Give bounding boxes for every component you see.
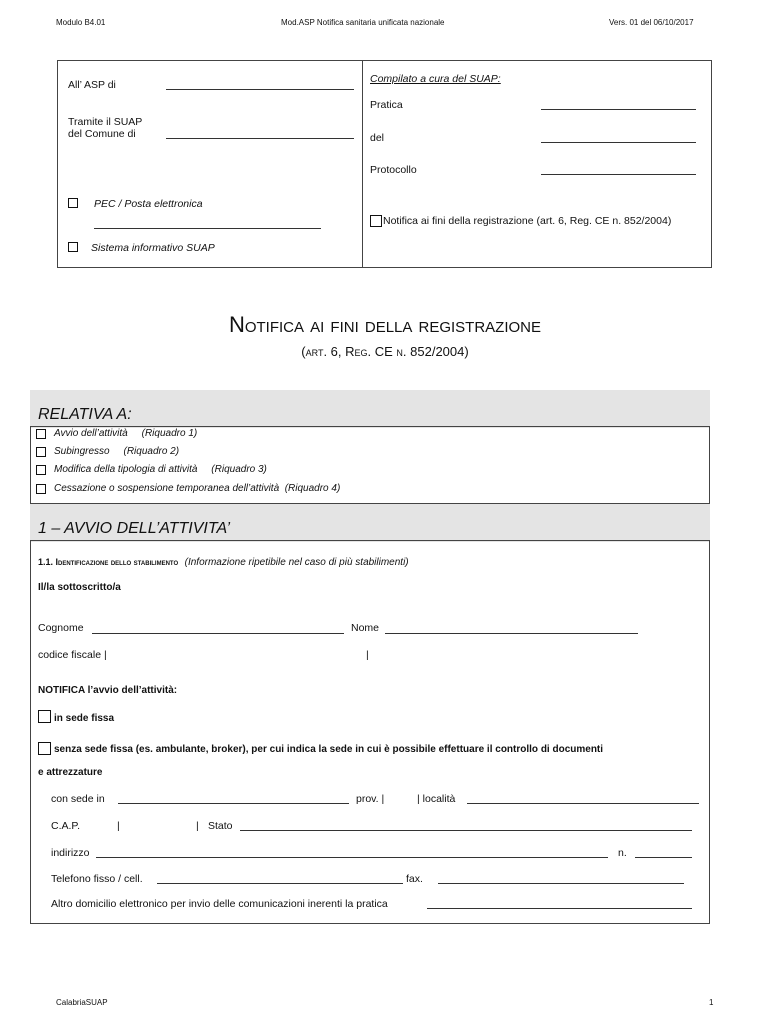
cap-field[interactable] <box>122 818 194 833</box>
page-subtitle: (art. 6, Reg. CE n. 852/2004) <box>301 344 469 359</box>
codice-fiscale-field[interactable] <box>118 647 364 662</box>
notifica-avvio-label: NOTIFICA l’avvio dell’attività: <box>38 685 178 696</box>
suap-label-line1: Tramite il SUAP <box>68 116 143 128</box>
codice-fiscale-end: | <box>366 649 369 661</box>
ident-number: 1.1. <box>38 557 56 567</box>
cap-separator-left: | <box>117 820 120 832</box>
pratica-field[interactable] <box>541 109 696 110</box>
fax-label: fax. <box>406 873 423 885</box>
prov-field[interactable] <box>390 791 416 806</box>
ident-note: (Informazione ripetibile nel caso di più stabilimenti) <box>184 557 409 568</box>
header-form-title: Mod.ASP Notifica sanitaria unificata nazionale <box>281 18 445 27</box>
section1-heading: 1 – AVVIO DELL’ATTIVITA’ <box>30 504 710 542</box>
cessazione-option-label: Cessazione o sospensione temporanea dell’attività (Riquadro 4) <box>54 483 341 494</box>
altro-domicilio-label: Altro domicilio elettronico per invio delle comunicazioni inerenti la pratica <box>51 898 388 910</box>
senza-sede-checkbox[interactable] <box>38 742 51 755</box>
stato-label: Stato <box>208 820 233 832</box>
subingresso-option-label: Subingresso (Riquadro 2) <box>54 446 180 457</box>
avvio-option-label: Avvio dell’attività (Riquadro 1) <box>54 428 198 439</box>
prov-label: prov. | <box>356 793 385 805</box>
cap-separator-right: | <box>196 820 199 832</box>
header-form-code: Modulo B4.01 <box>56 18 106 27</box>
codice-fiscale-label: codice fiscale | <box>38 649 107 661</box>
relativa-heading: RELATIVA A: <box>30 390 710 428</box>
suap-label-line2: del Comune di <box>68 128 136 140</box>
ident-heading <box>38 557 409 568</box>
modifica-checkbox[interactable] <box>36 465 46 475</box>
ident-title: Identificazione dello stabilimento <box>55 557 179 567</box>
sede-fissa-label: in sede fissa <box>54 713 115 724</box>
protocollo-label: Protocollo <box>370 164 417 176</box>
con-sede-field[interactable] <box>118 803 349 804</box>
page-number: 1 <box>709 998 714 1007</box>
modifica-option-label: Modifica della tipologia di attività (Riquadro 3) <box>54 464 267 475</box>
asp-field[interactable] <box>166 89 354 90</box>
protocollo-field[interactable] <box>541 174 696 175</box>
del-field[interactable] <box>541 142 696 143</box>
sottoscritto-label: Il/la sottoscritto/a <box>38 582 121 593</box>
nome-label: Nome <box>351 622 380 634</box>
telefono-field[interactable] <box>157 883 403 884</box>
footer-brand: CalabriaSUAP <box>56 998 108 1007</box>
indirizzo-label: indirizzo <box>51 847 90 859</box>
indirizzo-field[interactable] <box>96 857 608 858</box>
altro-domicilio-field[interactable] <box>427 908 692 909</box>
subingresso-checkbox[interactable] <box>36 447 46 457</box>
page-title: Notifica ai fini della registrazione <box>228 312 542 337</box>
pec-label: PEC / Posta elettronica <box>94 198 203 210</box>
nome-field[interactable] <box>385 633 638 634</box>
telefono-label: Telefono fisso / cell. <box>51 873 143 885</box>
sistema-suap-label: Sistema informativo SUAP <box>91 242 215 254</box>
numero-label: n. <box>618 847 627 859</box>
comune-field[interactable] <box>166 138 354 139</box>
cessazione-checkbox[interactable] <box>36 484 46 494</box>
pec-checkbox[interactable] <box>68 198 78 208</box>
header-version: Vers. 01 del 06/10/2017 <box>609 18 694 27</box>
stato-field[interactable] <box>240 830 692 831</box>
cap-label: C.A.P. <box>51 820 80 832</box>
sistema-suap-checkbox[interactable] <box>68 242 78 252</box>
cognome-field[interactable] <box>92 633 344 634</box>
numero-field[interactable] <box>635 857 692 858</box>
del-label: del <box>370 132 385 144</box>
notifica-registrazione-label: Notifica ai fini della registrazione (art. 6, Reg. CE n. 852/2004) <box>383 215 672 227</box>
pratica-label: Pratica <box>370 99 403 111</box>
senza-sede-label-cont: e attrezzature <box>38 767 103 778</box>
avvio-checkbox[interactable] <box>36 429 46 439</box>
suap-compiled-title: Compilato a cura del SUAP: <box>370 73 501 85</box>
localita-field[interactable] <box>467 803 699 804</box>
sede-fissa-checkbox[interactable] <box>38 710 51 723</box>
asp-label: All’ ASP di <box>68 79 116 91</box>
cognome-label: Cognome <box>38 622 84 634</box>
senza-sede-label: senza sede fissa (es. ambulante, broker), per cui indica la sede in cui è possibile effettuare il controllo di documenti <box>54 744 604 755</box>
section1-box <box>30 540 710 924</box>
fax-field[interactable] <box>438 883 684 884</box>
notifica-registrazione-checkbox[interactable] <box>370 215 382 227</box>
top-box-divider <box>362 60 363 268</box>
localita-label: | località <box>417 793 456 805</box>
con-sede-label: con sede in <box>51 793 105 805</box>
pec-field[interactable] <box>94 228 321 229</box>
